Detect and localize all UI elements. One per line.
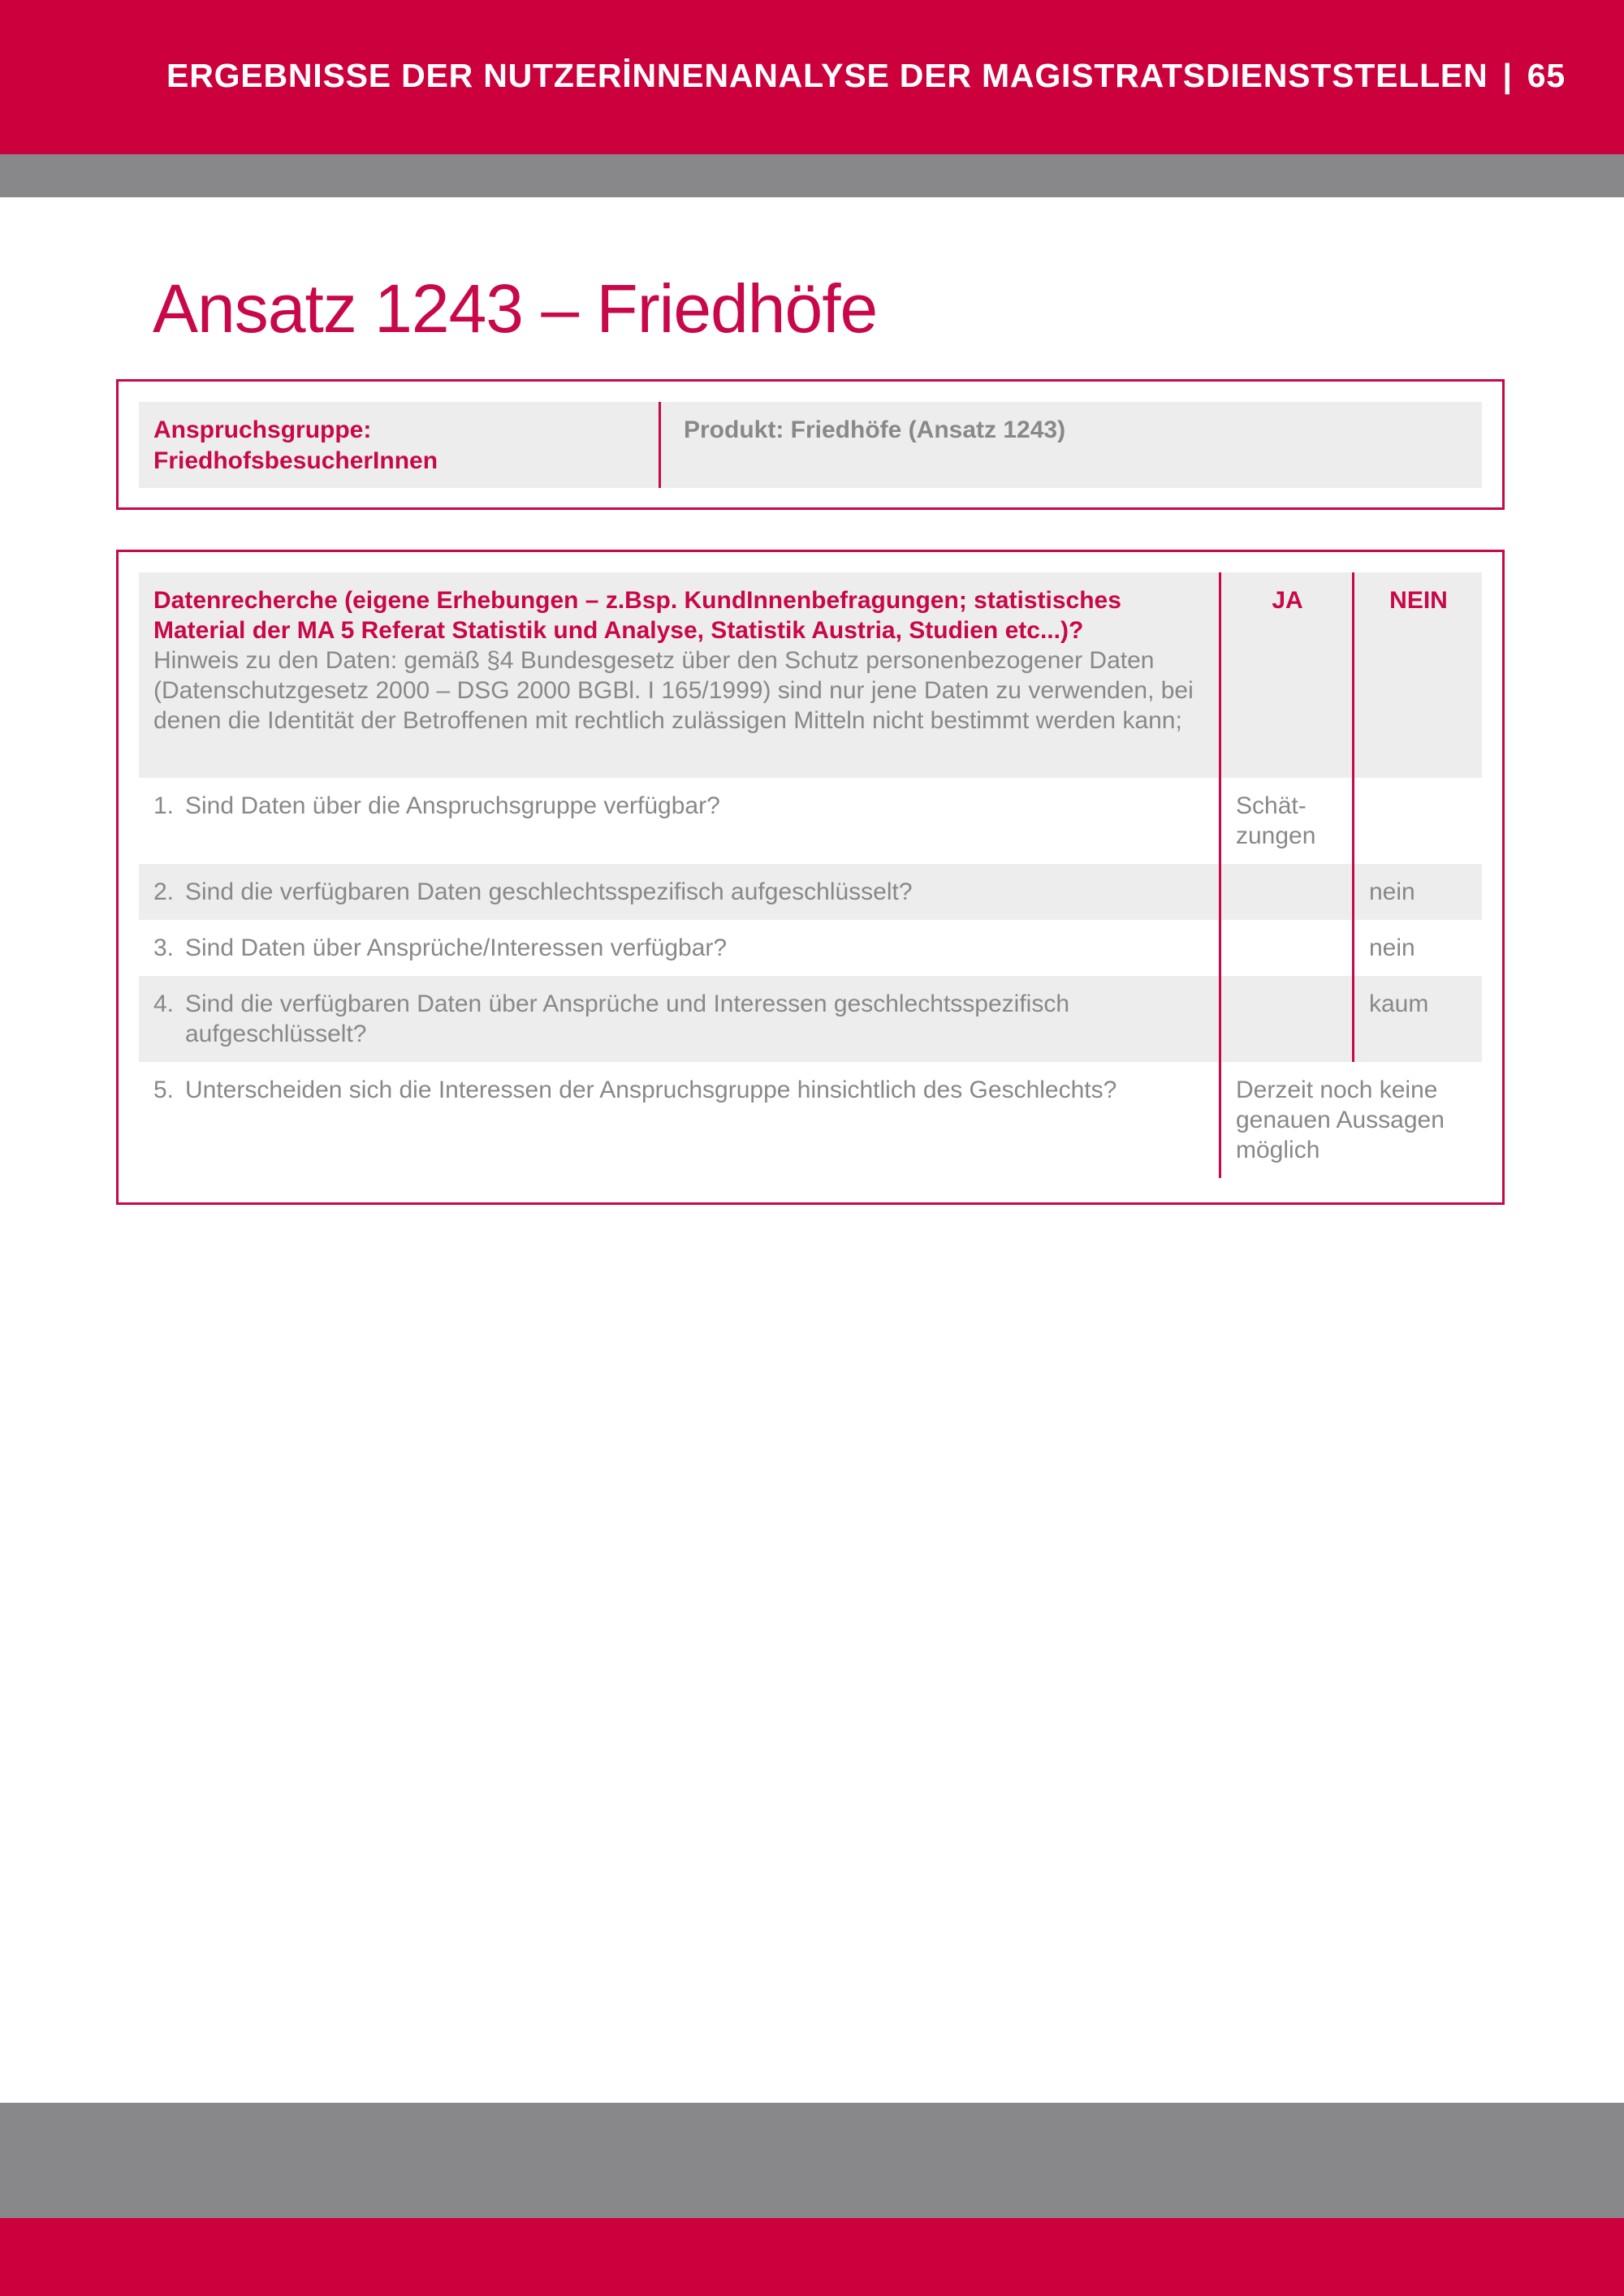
question-cell (139, 976, 1219, 1049)
stakeholder-value: FriedhofsbesucherInnen (153, 447, 438, 474)
stakeholder-label: Anspruchsgruppe: (153, 416, 372, 443)
question-cell (139, 920, 1219, 963)
stakeholder-group (153, 415, 624, 477)
question-text: Unterscheiden sich die Interessen der Anspruchsgruppe hinsichtlich des Geschlechts? (185, 1077, 1117, 1103)
answer-ja (1222, 976, 1353, 989)
answer-nein (1355, 778, 1482, 791)
table-row (139, 778, 1482, 864)
question-number: 4. (153, 990, 175, 1017)
product-label: Produkt: Friedhöfe (Ansatz 1243) (684, 416, 1066, 443)
table-row (139, 976, 1482, 1062)
answer-nein: kaum (1369, 990, 1429, 1017)
page-number: 65 (1527, 57, 1566, 94)
header-separator: | (1502, 57, 1513, 94)
header-nein-cell (1355, 572, 1482, 615)
question-number: 2. (153, 878, 175, 905)
table-row (139, 920, 1482, 976)
question-cell (139, 864, 1219, 907)
question-text: Sind Daten über Ansprüche/Interessen verfügbar? (185, 934, 728, 961)
question-cell (139, 778, 1219, 821)
header-title-text: ERGEBNISSE DER NUTZERİNNENANALYSE DER MAGISTRATSDIENSTSTELLEN (166, 57, 1488, 94)
answer-ja (1222, 864, 1353, 877)
question-number: 3. (153, 934, 175, 961)
question-cell (139, 1062, 1219, 1105)
column-nein-label: NEIN (1389, 587, 1448, 614)
answer-combined: Derzeit noch keine genauen Aussagen möglich (1236, 1077, 1445, 1163)
column-ja-label: JA (1272, 587, 1303, 614)
table-header-row (139, 572, 1482, 778)
data-research-table (139, 572, 1482, 1178)
info-row (139, 402, 1482, 488)
data-research-box (116, 550, 1505, 1205)
divider-ja-nein (1352, 572, 1354, 1062)
info-divider (659, 402, 661, 488)
header-question-cell (139, 572, 1219, 736)
header-note: Hinweis zu den Daten: gemäß §4 Bundesgesetz über den Schutz personenbezogener Daten (Datenschutzgesetz 2000 – DSG 2000 BGBl. I 165/1999) sind nur jene Daten zu verwenden, bei denen die Identität der Betroffenen mit rechtlich zulässigen Mitteln nicht bestimmt werden kann; (153, 647, 1194, 734)
info-box (116, 379, 1505, 510)
footer-bar (0, 2218, 1624, 2296)
answer-ja (1222, 920, 1353, 933)
answer-ja: Schät- zungen (1236, 792, 1316, 849)
question-number: 5. (153, 1077, 175, 1103)
table-row (139, 1062, 1482, 1178)
question-text: Sind die verfügbaren Daten geschlechtsspezifisch aufgeschlüsselt? (185, 878, 913, 905)
page-title: Ansatz 1243 – Friedhöfe (153, 270, 878, 347)
gray-band-top (0, 154, 1624, 197)
gray-band-bottom (0, 2103, 1624, 2218)
divider-question-ja (1219, 572, 1221, 1178)
answer-nein: nein (1369, 878, 1415, 905)
question-text: Sind Daten über die Anspruchsgruppe verfügbar? (185, 792, 720, 819)
question-number: 1. (153, 792, 175, 819)
header-ja-cell (1222, 572, 1353, 615)
header-title (166, 57, 1566, 95)
header-question: Datenrecherche (eigene Erhebungen – z.Bsp. KundInnenbefragungen; statistisches Material der MA 5 Referat Statistik und Analyse, Statistik Austria, Studien etc...)? (153, 587, 1121, 644)
table-row (139, 864, 1482, 920)
answer-nein: nein (1369, 934, 1415, 961)
question-text: Sind die verfügbaren Daten über Ansprüche und Interessen geschlechtsspezifisch aufgeschlüsselt? (185, 990, 1070, 1047)
